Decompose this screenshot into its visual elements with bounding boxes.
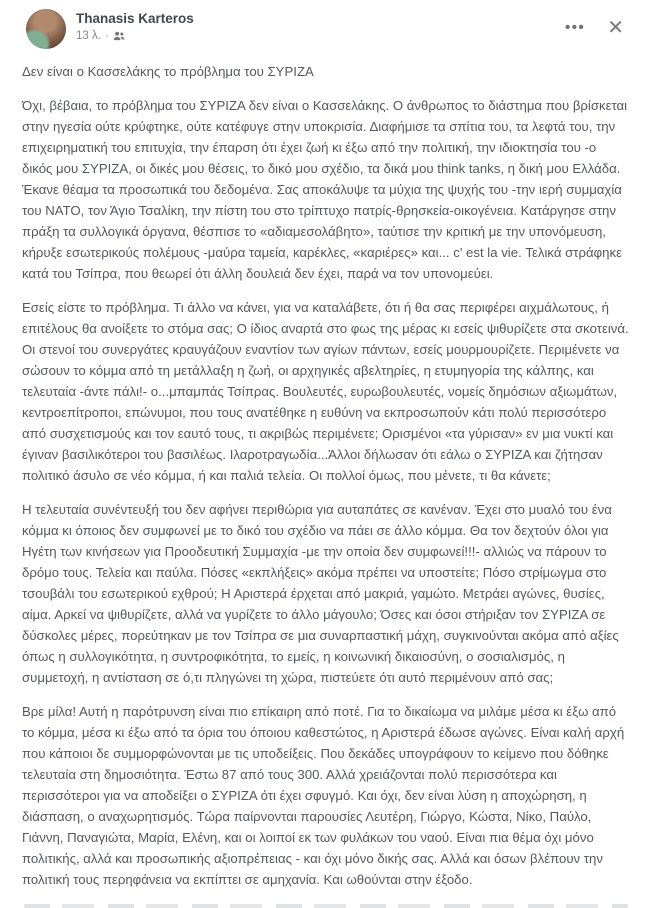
post-paragraph-4: Βρε μίλα! Αυτή η παρότρυνση είναι πιο επίκαιρη από ποτέ. Για το δικαίωμα να μιλάμε μέσα κι έξω από το κόμμα, μέσα κι έξω από τα όρια του όποιου καθεστώτος, η Αριστερά έδωσε αγώνες. Είναι καλή αρχή που κάποιοι δε συμμορφώνονται με τις υποδείξεις. Που δεκάδες υπογράφουν το κείμενο που δόθηκε τελευταία στη δημοσιότητα. Έστω 87 από τους 300. Αλλά χρειάζονται πολύ περισσότερα και περισσότεροι για να αποδείξει ο ΣΥΡΙΖΑ ότι έχει σφυγμό. Και όχι, δεν είναι λύση η αποχώρηση, η διάσπαση, ο αναχωρητισμός. Τώρα παίρνονται παρουσίες Λευτέρη, Γιώργο, Κώστα, Νίκο, Παύλο, Γιάννη, Παναγιώτα, Μαρία, Ελένη, και οι λοιποί εκ των φυλάκων του ναού. Είναι πια θέμα όχι μόνο πολιτικής, αλλά και προσωπικής αξιοπρέπειας - και όχι μόνο δικής σας. Αλλά και όσων βλέπουν την πολιτική τους περηφάνεια να εκπίπτει σε αμηχανία. Και ωθούνται στην έξοδο. [22, 704, 625, 887]
post-paragraph-1: Όχι, βέβαια, το πρόβλημα του ΣΥΡΙΖΑ δεν είναι ο Κασσελάκης. Ο άνθρωπος το διάστημα που βρίσκεται στην ηγεσία ούτε κρύφτηκε, ούτε κατέφυγε στην υποκρισία. Διαφήμισε τα σπίτια του, τα λεφτά του, την επιχειρηματική του επιτυχία, την έπαρση ότι έχει ζωή κι έξω από την πολιτική, την ιδιοκτησία του -ο δικός μου ΣΥΡΙΖΑ, οι δικές μου θέσεις, το δικό μου σχέδιο, τα δικά μου think tanks, η δική μου Ελλάδα. Έκανε θέαμα τα προσωπικά του δεδομένα. Σας αποκάλυψε τα μύχια της ψυχής του -την ιερή συμμαχία του ΝΑΤΟ, τον Άγιο Τσαλίκη, την πίστη του στο τρίπτυχο πατρίς-θρησκεία-οικογένεια. Κατάργησε στην πράξη τα συλλογικά όργανα, θέσπισε το «αδιαμεσολάβητο», ταύτισε την κριτική με την υπονόμευση, κήρυξε εσωτερικούς πολέμους -μαύρα ταμεία, καρέκλες, «καριέρες» και... c' est la vie. Τελικά στράφηκε κατά του Τσίπρα, που θεωρεί ότι άλλη δουλειά δεν έχει, παρά να τον υπονομεύει. [22, 98, 628, 281]
clipped-next-line [24, 904, 628, 908]
avatar[interactable] [26, 9, 66, 49]
post-meta [76, 29, 563, 43]
author-name[interactable]: Thanasis Karteros [76, 11, 194, 26]
more-options-icon[interactable]: ••• [564, 19, 586, 36]
header-actions [563, 17, 626, 39]
post-paragraph-2: Εσείς είστε το πρόβλημα. Τι άλλο να κάνει, για να καταλάβετε, ότι ή θα σας περιφέρει αιχμάλωτους, ή επιτέλους θα ανοίξετε το στόμα σας; Ο ίδιος αναρτά στο φως της μέρας κι εσείς ψιθυρίζετε στα σκοτεινά. Οι στενοί του συνεργάτες κραυγάζουν εναντίον των αγίων πάντων, εσείς μουρμουρίζετε. Περιμένετε να σώσουν το κόμμα από τη μετάλλαξη η ζωή, οι αρχηγικές αβελτηρίες, η ετυμηγορία της κάλπης, και τελευταία -άντε πάλι!- ο...μπαμπάς Τσίπρας. Βουλευτές, ευρωβουλευτές, νομείς δημόσιων αξιωμάτων, κεντροεπίτροποι, επώνυμοι, που τους ανατέθηκε η ευθύνη να εκπροσωπούν κάτι πολύ περισσότερο από συσχετισμούς και τον εαυτό τους, τι ακριβώς περιμένετε; Ορισμένοι «τα γύρισαν» εν μια νυκτί και έγιναν βασιλικότεροι του βασιλέως. Ιλαροτραγωδία...Άλλοι δήλωσαν ότι εάλω ο ΣΥΡΙΖΑ και ζήτησαν πολιτικό άσυλο σε νέο κόμμα, ή και παλιά τελεία. Οι πολλοί όμως, που μένετε, τι θα κάνετε; [22, 300, 629, 483]
header-info [76, 9, 563, 43]
meta-separator: · [104, 30, 109, 42]
timestamp[interactable]: 13 λ. [76, 30, 101, 42]
post-title: Δεν είναι ο Κασσελάκης το πρόβλημα του ΣΥΡΙΖΑ [22, 64, 314, 79]
post-header [0, 0, 652, 51]
post-body [0, 51, 652, 908]
friends-privacy-icon [113, 30, 125, 42]
close-icon[interactable]: ✕ [607, 17, 624, 39]
post-paragraph-3: Η τελευταία συνέντευξή του δεν αφήνει περιθώρια για αυταπάτες σε κανέναν. Έχει στο μυαλό του ένα κόμμα κι όποιος δεν συμφωνεί με το δικό του σχέδιο να πάει σε άλλο κόμμα. Θα τον δεχτούν όλοι για Ηγέτη των κινήσεων για Προοδευτική Συμμαχία -με την οποία δεν συμφωνεί!!!- αλλιώς να πάρουν το δρόμο τους. Τελεία και παύλα. Πόσες «εκπλήξεις» ακόμα πρέπει να υποστείτε; Πόσο στρίμωγμα στο τσουβάλι του εσωτερικού εχθρού; Η Αριστερά έρχεται από μακριά, γαμώτο. Μετράει αγώνες, θυσίες, αίμα. Αρκεί να ψιθυρίζετε, αλλά να γυρίζετε το άλλο μάγουλο; Όσες και όσοι στήριξαν τον ΣΥΡΙΖΑ σε δύσκολες μέρες, πορεύτηκαν με τον Τσίπρα σε μια συναρπαστική μάχη, συγκινούνται ακόμα από αξίες όπως η συλλογικότητα, η συντροφικότητα, το εμείς, η κοινωνική δικαιοσύνη, ο σοσιαλισμός, η συμμετοχή, η αντίσταση σε ό,τι πληγώνει τη χώρα, πιστεύετε ότι αυτό περιμένουν από σας; [22, 502, 619, 685]
